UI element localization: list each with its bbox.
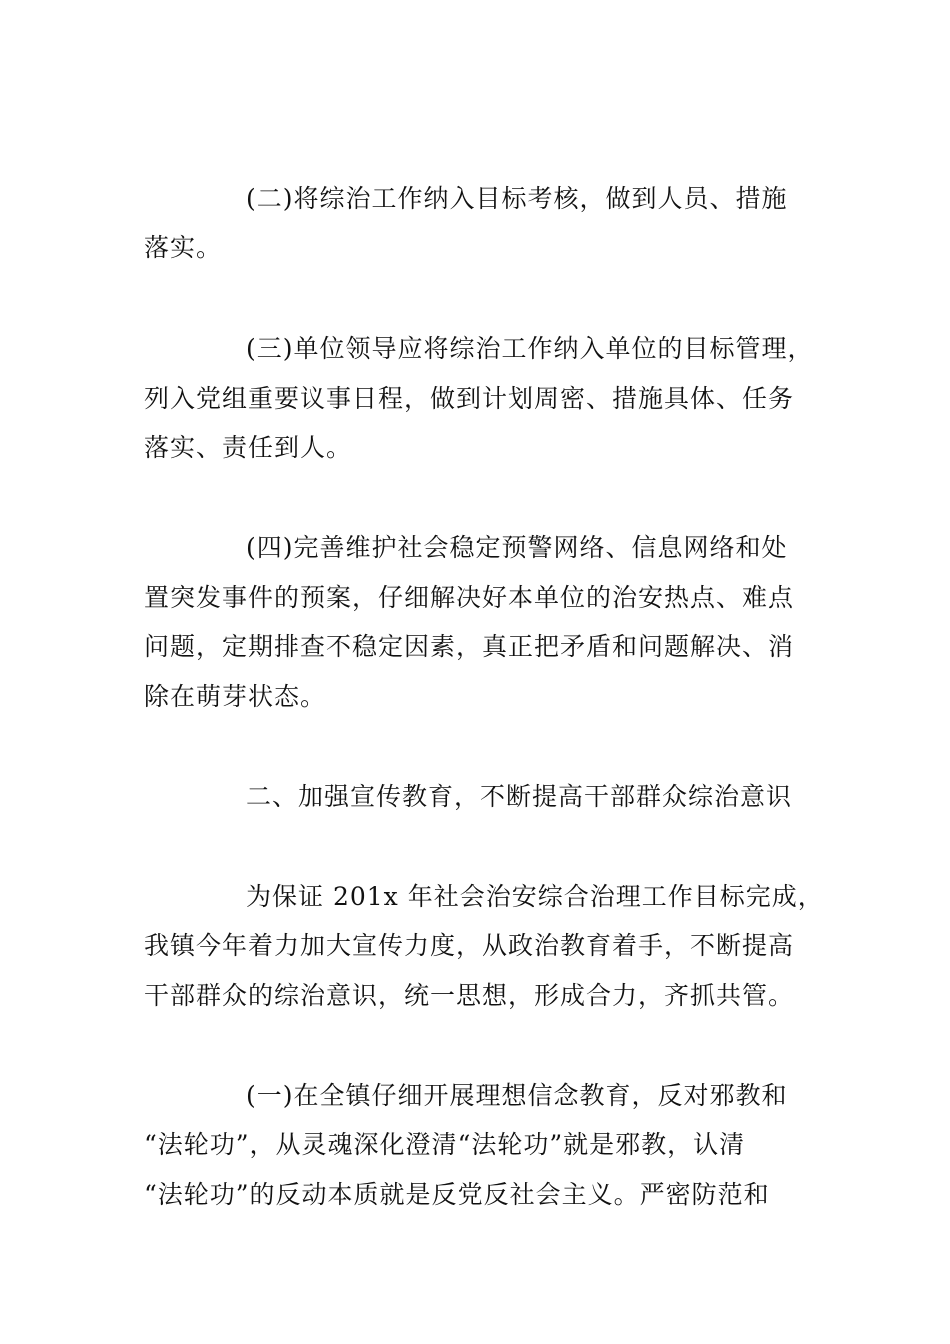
paragraph-line: 除在萌芽状态。 (144, 682, 327, 711)
paragraph-line: 置突发事件的预案，仔细解决好本单位的治安热点、难点 (144, 583, 795, 612)
paragraph-line: (二)将综治工作纳入目标考核，做到人员、措施 (246, 184, 788, 213)
paragraph-line: 落实、责任到人。 (144, 433, 353, 462)
paragraph-line: 列入党组重要议事日程，做到计划周密、措施具体、任务 (144, 384, 795, 413)
paragraph-line: “法轮功”的反动本质就是反党反社会主义。严密防范和 (144, 1180, 770, 1209)
paragraph-line: 落实。 (144, 233, 223, 262)
paragraph-line: 为保证 201x 年社会治安综合治理工作目标完成， (246, 882, 824, 911)
paragraph-line: (三)单位领导应将综治工作纳入单位的目标管理， (246, 334, 814, 363)
paragraph-line: (四)完善维护社会稳定预警网络、信息网络和处 (246, 533, 788, 562)
paragraph-line: 干部群众的综治意识，统一思想，形成合力，齐抓共管。 (144, 981, 795, 1010)
paragraph-line: 问题，定期排查不稳定因素，真正把矛盾和问题解决、消 (144, 632, 795, 661)
section-heading: 二、加强宣传教育，不断提高干部群众综治意识 (246, 782, 793, 811)
paragraph-line: (一)在全镇仔细开展理想信念教育，反对邪教和 (246, 1081, 788, 1110)
paragraph-line: “法轮功”，从灵魂深化澄清“法轮功”就是邪教，认清 (144, 1130, 746, 1159)
paragraph-line: 我镇今年着力加大宣传力度，从政治教育着手，不断提高 (144, 931, 795, 960)
